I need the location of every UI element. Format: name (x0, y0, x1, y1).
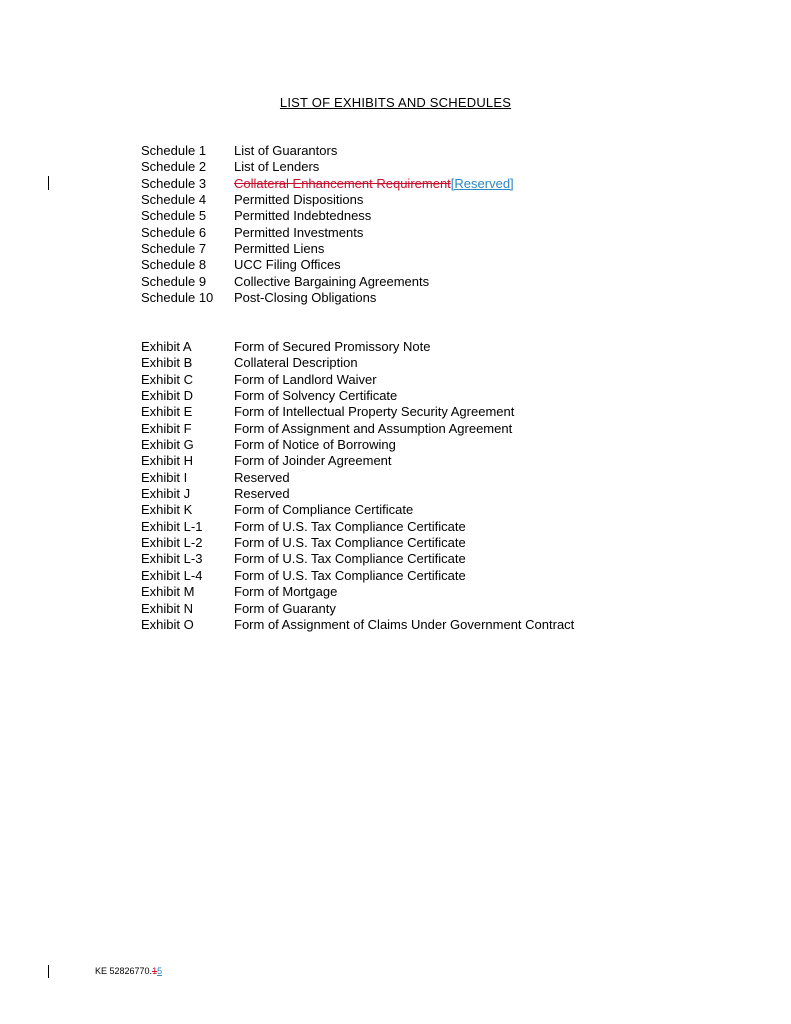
exhibit-description: Form of Compliance Certificate (234, 502, 414, 518)
list-item (141, 568, 574, 584)
schedule-description (234, 176, 514, 192)
exhibits-list (141, 339, 574, 633)
page-title: LIST OF EXHIBITS AND SCHEDULES (279, 95, 512, 110)
exhibit-description: Form of Intellectual Property Security Agreement (234, 404, 515, 420)
exhibit-label: Exhibit K (141, 502, 193, 518)
deleted-version: 1 (152, 966, 158, 976)
list-item (141, 453, 574, 469)
exhibit-label: Exhibit L-4 (141, 567, 203, 583)
list-item (141, 535, 574, 551)
exhibit-label: Exhibit A (141, 339, 192, 354)
list-item (141, 208, 514, 224)
exhibit-label: Exhibit E (141, 404, 193, 420)
schedule-label: Schedule 2 (141, 159, 207, 175)
schedule-description: List of Guarantors (234, 143, 338, 158)
deleted-text: Collateral Enhancement Requirement (234, 175, 451, 191)
list-item (141, 617, 574, 633)
exhibit-description: Form of U.S. Tax Compliance Certificate (234, 551, 466, 567)
exhibit-description: Form of Solvency Certificate (234, 388, 398, 404)
exhibit-description: Form of Assignment and Assumption Agreement (234, 420, 513, 436)
list-item (141, 355, 574, 371)
inserted-text: [Reserved] (450, 175, 514, 191)
exhibit-description: Form of Mortgage (234, 584, 338, 600)
list-item (141, 339, 574, 355)
inserted-version: 5 (157, 966, 163, 976)
list-item (141, 241, 514, 257)
exhibit-description: Form of U.S. Tax Compliance Certificate (234, 518, 466, 534)
exhibit-description: Reserved (234, 469, 290, 485)
list-item (141, 176, 514, 192)
exhibit-description: Form of U.S. Tax Compliance Certificate (234, 567, 466, 583)
schedule-label: Schedule 10 (141, 290, 214, 306)
schedule-description: UCC Filing Offices (234, 257, 341, 273)
schedule-label: Schedule 7 (141, 241, 207, 257)
schedule-description: Permitted Liens (234, 241, 325, 257)
list-item (141, 192, 514, 208)
list-item (141, 486, 574, 502)
list-item (141, 143, 514, 159)
change-bar (48, 965, 49, 978)
exhibit-description: Form of Secured Promissory Note (234, 339, 431, 354)
schedule-description: List of Lenders (234, 159, 320, 175)
exhibit-description: Form of Notice of Borrowing (234, 437, 396, 453)
schedule-description: Permitted Dispositions (234, 192, 364, 208)
doc-id-text: KE 52826770. (95, 966, 153, 976)
exhibit-label: Exhibit O (141, 616, 194, 632)
exhibit-description: Form of Landlord Waiver (234, 371, 377, 387)
schedule-label: Schedule 1 (141, 143, 207, 158)
change-bar (48, 176, 49, 190)
exhibit-description: Form of Joinder Agreement (234, 453, 392, 469)
exhibit-label: Exhibit C (141, 371, 194, 387)
schedule-label: Schedule 6 (141, 224, 207, 240)
schedule-label: Schedule 4 (141, 192, 207, 208)
schedule-description: Permitted Investments (234, 224, 364, 240)
list-item (141, 404, 574, 420)
list-item (141, 551, 574, 567)
list-item (141, 159, 514, 175)
list-item (141, 584, 574, 600)
schedule-description: Permitted Indebtedness (234, 208, 372, 224)
list-item (141, 388, 574, 404)
list-item (141, 601, 574, 617)
list-item (141, 274, 514, 290)
list-item (141, 257, 514, 273)
schedule-description: Post-Closing Obligations (234, 290, 377, 306)
exhibit-description: Form of Assignment of Claims Under Government Contract (234, 616, 575, 632)
list-item (141, 502, 574, 518)
exhibit-description: Form of Guaranty (234, 600, 336, 616)
exhibit-description: Reserved (234, 486, 290, 502)
schedule-label: Schedule 8 (141, 257, 207, 273)
exhibit-description: Form of U.S. Tax Compliance Certificate (234, 535, 466, 551)
exhibit-label: Exhibit M (141, 584, 195, 600)
exhibit-label: Exhibit I (141, 469, 188, 485)
footer-doc-id (95, 966, 162, 977)
schedule-label: Schedule 9 (141, 273, 207, 289)
list-item (141, 470, 574, 486)
exhibit-label: Exhibit B (141, 355, 193, 371)
list-item (141, 519, 574, 535)
exhibit-label: Exhibit L-2 (141, 535, 203, 551)
schedule-label: Schedule 5 (141, 208, 207, 224)
exhibit-label: Exhibit H (141, 453, 194, 469)
schedule-description: Collective Bargaining Agreements (234, 273, 430, 289)
list-item (141, 225, 514, 241)
schedule-label: Schedule 3 (141, 175, 207, 191)
exhibit-label: Exhibit L-3 (141, 551, 203, 567)
list-item (141, 437, 574, 453)
list-item (141, 372, 574, 388)
list-item (141, 290, 514, 306)
exhibit-label: Exhibit J (141, 486, 191, 502)
exhibit-label: Exhibit N (141, 600, 194, 616)
schedules-list (141, 143, 514, 306)
exhibit-description: Collateral Description (234, 355, 358, 371)
exhibit-label: Exhibit G (141, 437, 194, 453)
exhibit-label: Exhibit L-1 (141, 518, 203, 534)
list-item (141, 421, 574, 437)
exhibit-label: Exhibit F (141, 420, 192, 436)
exhibit-label: Exhibit D (141, 388, 194, 404)
